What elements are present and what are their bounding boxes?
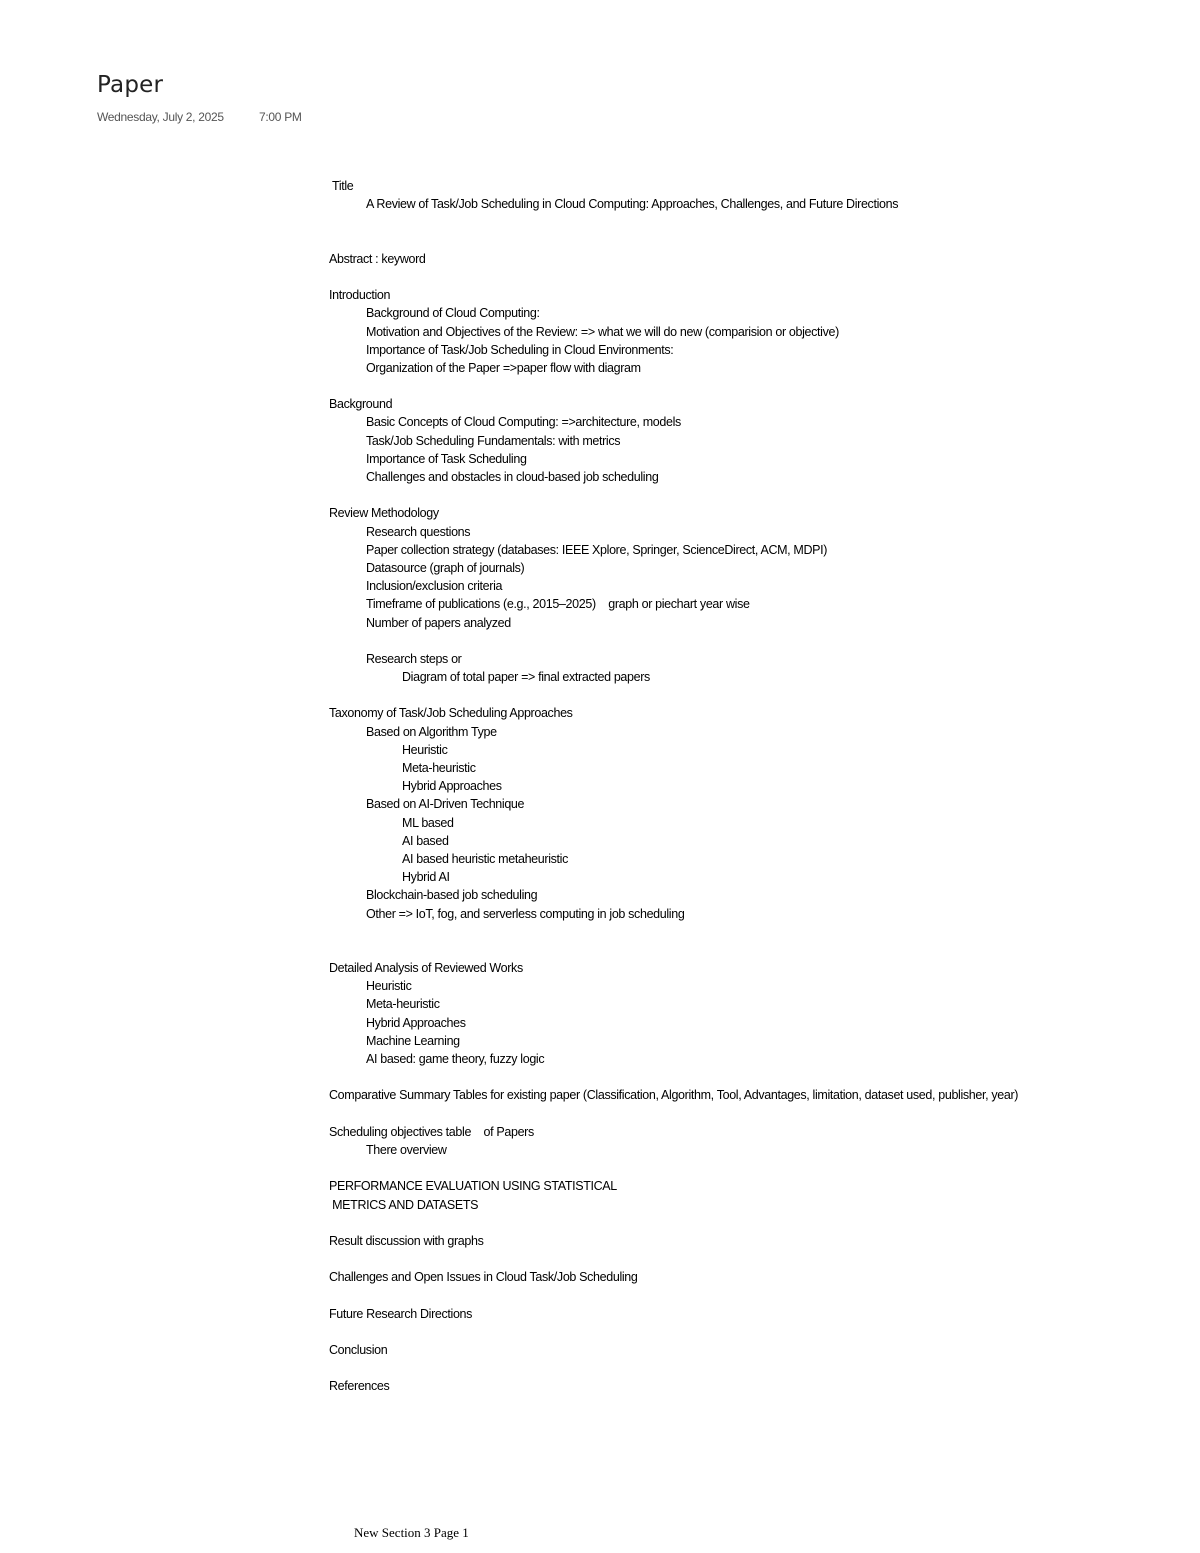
taxonomy-algorithm-item: Hybrid Approaches <box>402 779 502 794</box>
methodology-item: Number of papers analyzed <box>366 615 511 630</box>
page-footer: New Section 3 Page 1 <box>354 1525 469 1540</box>
introduction-item: Motivation and Objectives of the Review: => what we will do new (comparision or objective) <box>366 324 839 339</box>
analysis-item: Machine Learning <box>366 1033 460 1048</box>
methodology-item: Timeframe of publications (e.g., 2015–2025) graph or piechart year wise <box>366 597 750 612</box>
background-item: Importance of Task Scheduling <box>366 451 527 466</box>
introduction-item: Organization of the Paper =>paper flow with diagram <box>366 360 641 375</box>
background-heading: Background <box>329 397 393 412</box>
title-heading: Title <box>332 179 354 193</box>
introduction-item: Background of Cloud Computing: <box>366 306 540 321</box>
background-item: Task/Job Scheduling Fundamentals: with metrics <box>366 433 621 448</box>
page-title: Paper <box>97 72 164 98</box>
analysis-heading: Detailed Analysis of Reviewed Works <box>329 961 523 976</box>
taxonomy-blockchain: Blockchain-based job scheduling <box>366 888 538 903</box>
future-heading: Future Research Directions <box>329 1306 473 1321</box>
taxonomy-algorithm-item: Meta-heuristic <box>402 761 476 776</box>
research-steps-item: Diagram of total paper => final extracted papers <box>402 670 650 685</box>
abstract-heading: Abstract : keyword <box>329 251 426 266</box>
taxonomy-other: Other => IoT, fog, and serverless computing in job scheduling <box>366 906 685 921</box>
analysis-item: Meta-heuristic <box>366 997 440 1012</box>
title-text: A Review of Task/Job Scheduling in Cloud Computing: Approaches, Challenges, and Future Directions <box>366 197 899 212</box>
taxonomy-ai-item: ML based <box>402 815 454 830</box>
objectives-item: There overview <box>366 1142 447 1157</box>
methodology-item: Inclusion/exclusion criteria <box>366 579 503 594</box>
methodology-item: Paper collection strategy (databases: IEEE Xplore, Springer, ScienceDirect, ACM, MDPI) <box>366 542 828 557</box>
analysis-item: Hybrid Approaches <box>366 1015 466 1030</box>
methodology-heading: Review Methodology <box>329 506 439 521</box>
analysis-item: AI based: game theory, fuzzy logic <box>366 1052 545 1067</box>
page-date: Wednesday, July 2, 2025 <box>97 110 224 124</box>
taxonomy-ai-heading: Based on AI-Driven Technique <box>366 797 525 812</box>
introduction-item: Importance of Task/Job Scheduling in Cloud Environments: <box>366 342 674 357</box>
references-heading: References <box>329 1379 390 1394</box>
result-heading: Result discussion with graphs <box>329 1233 484 1248</box>
taxonomy-ai-item: Hybrid AI <box>402 870 450 885</box>
comparative-heading: Comparative Summary Tables for existing paper (Classification, Algorithm, Tool, Advantages, limitation, dataset used, publisher, year) <box>329 1088 1019 1103</box>
conclusion-heading: Conclusion <box>329 1343 388 1358</box>
performance-heading-cont: METRICS AND DATASETS <box>329 1197 479 1212</box>
analysis-item: Heuristic <box>366 979 412 994</box>
background-item: Challenges and obstacles in cloud-based job scheduling <box>366 470 659 485</box>
outline-body <box>329 177 1189 1396</box>
taxonomy-heading: Taxonomy of Task/Job Scheduling Approaches <box>329 706 573 721</box>
performance-heading: PERFORMANCE EVALUATION USING STATISTICAL <box>329 1179 617 1194</box>
research-steps-heading: Research steps or <box>366 651 462 666</box>
background-item: Basic Concepts of Cloud Computing: =>architecture, models <box>366 415 681 430</box>
methodology-item: Datasource (graph of journals) <box>366 560 525 575</box>
taxonomy-ai-item: AI based heuristic metaheuristic <box>402 851 568 866</box>
introduction-heading: Introduction <box>329 288 391 303</box>
page-time: 7:00 PM <box>259 110 302 124</box>
challenges-heading: Challenges and Open Issues in Cloud Task/Job Scheduling <box>329 1270 638 1285</box>
taxonomy-algorithm-heading: Based on Algorithm Type <box>366 724 497 739</box>
taxonomy-ai-item: AI based <box>402 833 449 848</box>
objectives-heading: Scheduling objectives table of Papers <box>329 1124 534 1139</box>
taxonomy-algorithm-item: Heuristic <box>402 742 448 757</box>
methodology-item: Research questions <box>366 524 471 539</box>
